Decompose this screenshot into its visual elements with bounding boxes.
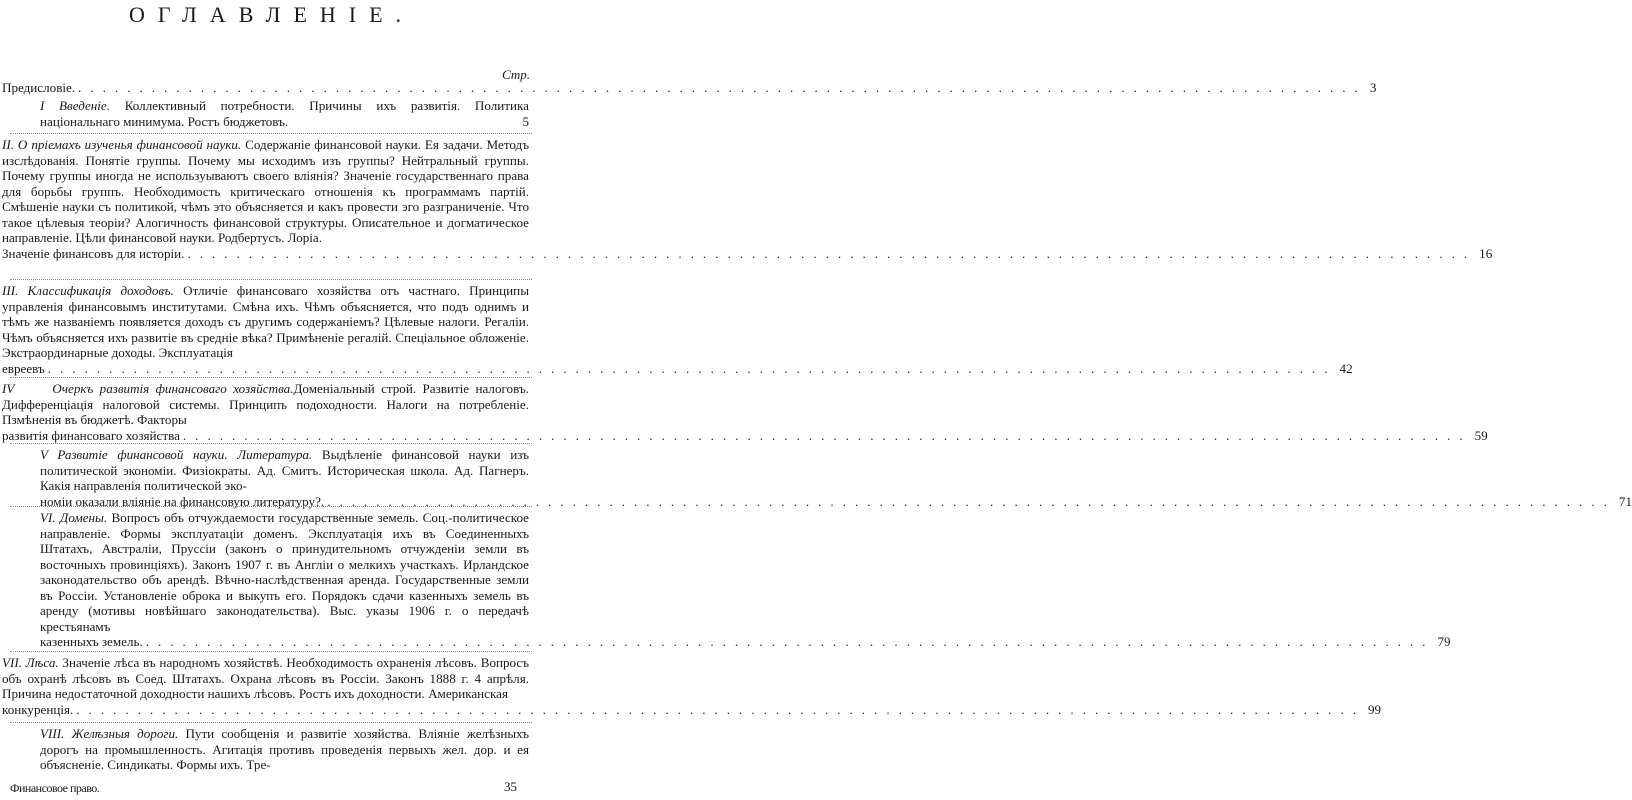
- footer-page-number: 35: [504, 779, 517, 794]
- toc-leader-dots: .........................................................................................................: [47, 360, 1337, 376]
- toc-entry-last-line: [2, 245, 1493, 262]
- toc-entry-text: Предисловіе.: [2, 80, 76, 95]
- toc-entry-text: казенныхъ земель.: [40, 634, 143, 649]
- toc-page-number: 79: [1437, 634, 1451, 649]
- toc-leader-dots: .........................................................................................................: [187, 245, 1477, 261]
- toc-entry-7[interactable]: [2, 655, 1382, 717]
- toc-leader-dots: .........................................................................................................: [182, 427, 1472, 443]
- toc-entry-body: Отличіе финансоваго хозяйства отъ частнаго. Принципы управленія финансовымъ институтами. Смѣна ихъ. Чѣмъ объясняется, что подъ однимъ и тѣмъ же названіемъ появляется доходъ съ другимъ содержаніемъ? Цѣлевые налоги. Регаліи. Чѣмъ объясняется ихъ развитіе въ средніе вѣка? Примѣненіе регалій. Спеціальное обложеніе. Экстраординарные доходы. Эксплуатація: [2, 283, 529, 360]
- toc-entry-heading: IV Очеркъ развитія финансоваго хозяйства.: [2, 381, 294, 396]
- toc-entry-3[interactable]: [2, 283, 1353, 376]
- toc-entry-preface[interactable]: [2, 80, 1377, 96]
- toc-entry-4[interactable]: [2, 381, 1488, 443]
- toc-leader-dots: .........................................................................................................: [327, 493, 1616, 509]
- toc-page-number: 71: [1618, 493, 1632, 509]
- toc-entry-heading: II. О пріемахъ изученья финансовой науки.: [2, 137, 242, 152]
- divider: [10, 133, 532, 134]
- toc-entry-text: конкуренція.: [2, 701, 74, 717]
- toc-entry-heading: V Развитіе финансовой науки. Литература.: [40, 447, 313, 462]
- toc-entry-body: Доменіальный строй. Развитіе налоговъ. Дифференціація налоговой системы. Принципъ подоходности. Налоги на потребленіе. Пзмѣненія въ бюджетѣ. Факторы: [2, 381, 529, 427]
- toc-entry-8[interactable]: [40, 726, 529, 773]
- toc-entry-last-line: [2, 360, 1353, 377]
- toc-page-number: 99: [1368, 701, 1382, 717]
- toc-entry-body: Содержаніе финансовой науки. Ея задачи. Методъ изслѣдованія. Понятіе группы. Почему мы исходимъ изъ группы? Нейтральный группы. Почему группы иногда не используываютъ своего вліянія? Значеніе государственнаго права для борьбы группъ. Необходимость критическаго отношенія къ программамъ партій. Смѣшеніе науки съ политикой, чѣмъ это объясняется и какъ провести эго разграниченіе. Что такое цѣлевыя теоріи? Алогичность финансовой структуры. Описательное и догматическое направленіе. Цѣли финансовой науки. Родбертусъ. Лоріа.: [2, 137, 529, 245]
- toc-entry-heading: VIII. Желѣзныя дороги.: [40, 726, 179, 741]
- divider: [10, 377, 532, 378]
- divider: [10, 443, 532, 444]
- toc-page-number: 5: [522, 113, 529, 129]
- toc-entry-1[interactable]: [40, 98, 529, 129]
- footer-book-title: Финансовое право.: [10, 781, 100, 795]
- divider: [10, 279, 532, 280]
- toc-entry-text: развитія финансоваго хозяйства: [2, 427, 180, 443]
- toc-entry-2[interactable]: [2, 137, 1493, 261]
- page-title: ОГЛАВЛЕНІЕ.: [128, 2, 415, 27]
- toc-page-number: 42: [1339, 360, 1353, 376]
- toc-page-number: 3: [1369, 80, 1377, 95]
- toc-entry-heading: I Введеніе.: [40, 98, 111, 113]
- toc-entry-body: Значеніе лѣса въ народномъ хозяйствѣ. Необходимость охраненія лѣсовъ. Вопросъ объ охранѣ лѣсовъ въ Соед. Штатахъ. Охрана лѣсовъ въ Россіи. Законъ 1888 г. 4 апрѣля. Причина недостаточной доходности нашихъ лѣсовъ. Ростъ ихъ доходности. Американская: [2, 655, 529, 701]
- toc-entry-heading: VI. Домены.: [40, 510, 108, 525]
- toc-entry-last-line: [40, 634, 1451, 650]
- toc-leader-dots: .........................................................................................................: [78, 80, 1367, 95]
- toc-entry-body: Вопросъ объ отчуждаемости государственные земель. Соц.-политическое направленіе. Формы эксплуатаціи доменъ. Эксплуатація ихъ въ Соединенныхъ Штатахъ, Австраліи, Пруссіи (законъ о принудительномъ отчужденіи земли въ восточныхъ провинціяхъ). Законъ 1907 г. въ Англіи о мелкихъ участкахъ. Ирландское законодательство объ арендѣ. Вѣчно-наслѣдственная аренда. Государственные земли въ Россіи. Установленіе оброка и выкупъ его. Порядокъ сдачи казенныхъ земель въ аренду (мотивы новѣйшаго законодательства). Выс. указы 1906 г. о передачѣ крестьянамъ: [40, 510, 529, 634]
- toc-entry-last-line: [2, 427, 1488, 444]
- page-column-header: Стр.: [502, 67, 530, 82]
- toc-entry-5[interactable]: [40, 447, 1632, 509]
- toc-entry-6[interactable]: [40, 510, 1451, 650]
- toc-entry-text: номіи оказали вліяніе на финансовую литературу?.: [40, 493, 325, 509]
- divider: [10, 651, 532, 652]
- toc-entry-body: Пути сообщенія и развитіе хозяйства. Вліяніе желѣзныхъ дорогъ на промышленность. Агитація противъ проведенія первыхъ жел. дор. и ея объясненіе. Синдикаты. Формы ихъ. Тре-: [40, 726, 529, 772]
- divider: [10, 722, 532, 723]
- toc-entry-text: евреевъ: [2, 360, 45, 376]
- toc-entry-last-line: [2, 701, 1382, 718]
- toc-entry-body: Выдѣленіе финансовой науки изъ политической экономіи. Физіократы. Ад. Смитъ. Историческая школа. Ад. Пагнеръ. Какія направленія политической эко-: [40, 447, 529, 493]
- toc-entry-text: Значеніе финансовъ для исторіи.: [2, 245, 185, 261]
- toc-leader-dots: .........................................................................................................: [145, 634, 1435, 649]
- toc-page-number: 59: [1474, 427, 1488, 443]
- toc-entry-text: Коллективный потребности. Причины ихъ развитія. Политика національнаго минимума. Ростъ бюджетовъ.: [40, 98, 529, 129]
- toc-entry-heading: VII. Лѣса.: [2, 655, 59, 670]
- toc-entry-heading: III. Классификація доходовъ.: [2, 283, 174, 298]
- toc-page-number: 16: [1479, 245, 1493, 261]
- divider: [10, 506, 532, 507]
- toc-leader-dots: .........................................................................................................: [76, 701, 1365, 717]
- toc-entry-last-line: [2, 80, 1377, 96]
